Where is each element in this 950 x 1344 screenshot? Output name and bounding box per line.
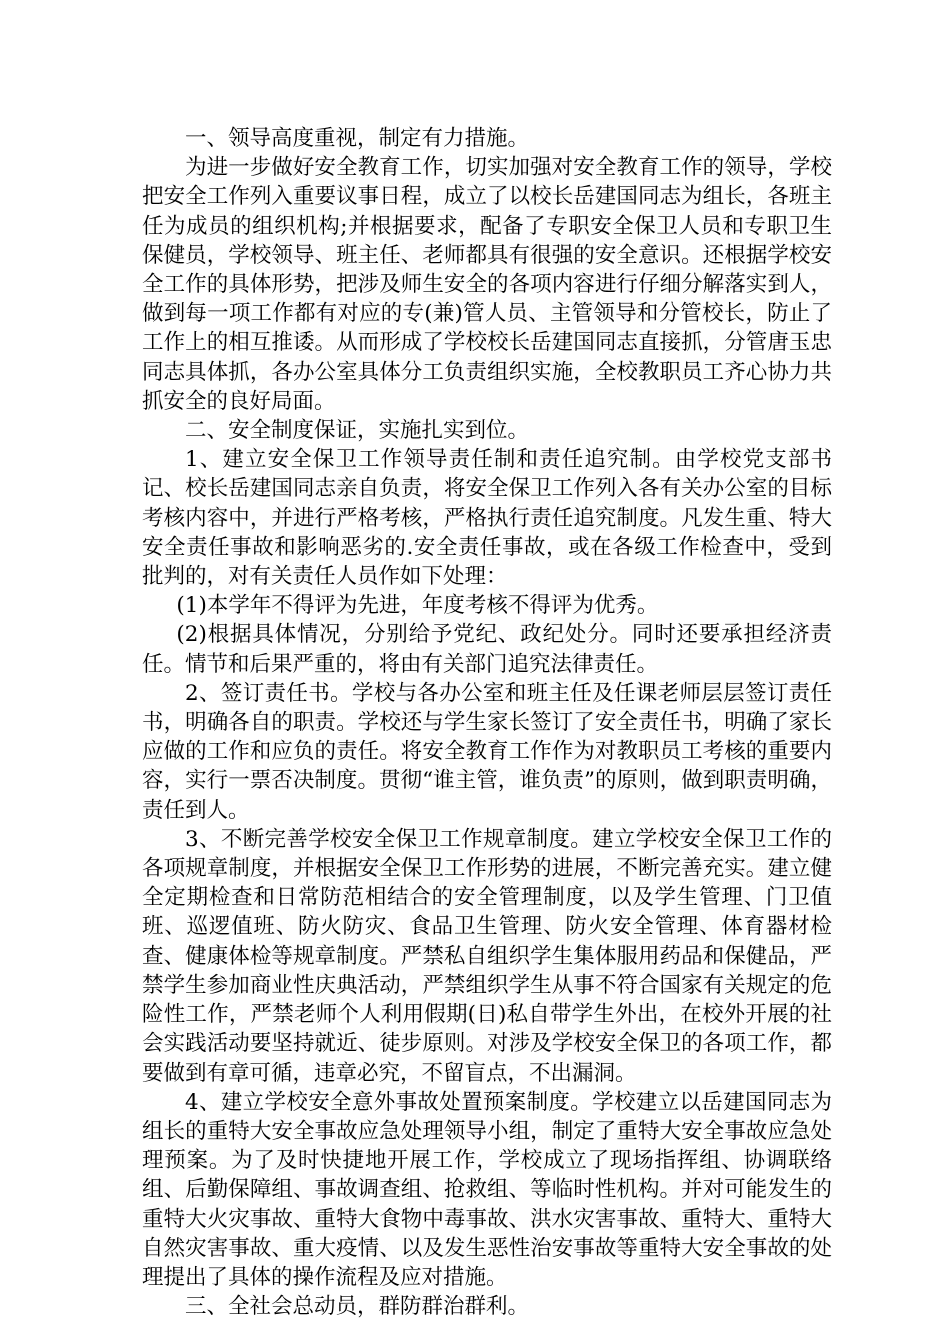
list-item-2: (2)根据具体情况，分别给予党纪、政纪处分。同时还要承担经济责任。情节和后果严重的，将由有关部门追究法律责任。 [142, 622, 832, 677]
paragraph-responsibility-letter: 2、签订责任书。学校与各办公室和班主任及任课老师层层签订责任书，明确各自的职责。学校还与学生家长签订了安全责任书，明确了家长应做的工作和应负的责任。将安全教育工作作为对教职员工考核的重要内容，实行一票否决制度。贯彻“谁主管，谁负责”的原则，做到职责明确，责任到人。 [142, 680, 832, 823]
list-item-1: (1)本学年不得评为先进，年度考核不得评为优秀。 [176, 593, 659, 619]
section-heading-1: 一、领导高度重视，制定有力措施。 [185, 126, 530, 151]
paragraph-rules-regulations: 3、不断完善学校安全保卫工作规章制度。建立学校安全保卫工作的各项规章制度，并根据安全保卫工作形势的进展，不断完善充实。建立健全定期检查和日常防范相结合的安全管理制度，以及学生管理、门卫值班、巡逻值班、防火防灾、食品卫生管理、防火安全管理、体育器材检查、健康体检等规章制度。严禁私自组织学生集体服用药品和保健品，严禁学生参加商业性庆典活动，严禁组织学生从事不符合国家有关规定的危险性工作，严禁老师个人利用假期(日)私自带学生外出，在校外开展的社会实践活动要坚持就近、徒步原则。对涉及学校安全保卫的各项工作，都要做到有章可循，违章必究，不留盲点，不出漏洞。 [142, 826, 832, 1086]
section-heading-2: 二、安全制度保证，实施扎实到位。 [185, 418, 530, 444]
paragraph-emergency-plan: 4、建立学校安全意外事故处置预案制度。学校建立以岳建国同志为组长的重特大安全事故应急处理领导小组，制定了重特大安全事故应急处理预案。为了及时快捷地开展工作，学校成立了现场指挥组、协调联络组、后勤保障组、事故调查组、抢救组、等临时性机构。并对可能发生的重特大火灾事故、重特大食物中毒事故、洪水灾害事故、重特大、重特大自然灾害事故、重大疫情、以及发生恶性治安事故等重特大安全事故的处理提出了具体的操作流程及应对措施。 [142, 1089, 832, 1290]
document-body [142, 124, 832, 1321]
section-heading-3: 三、全社会总动员，群防群治群利。 [185, 1294, 530, 1320]
paragraph-leadership: 为进一步做好安全教育工作，切实加强对安全教育工作的领导，学校把安全工作列入重要议事日程，成立了以校长岳建国同志为组长，各班主任为成员的组织机构;并根据要求，配备了专职安全保卫人员和专职卫生保健员，学校领导、班主任、老师都具有很强的安全意识。还根据学校安全工作的具体形势，把涉及师生安全的各项内容进行仔细分解落实到人，做到每一项工作都有对应的专(兼)管人员、主管领导和分管校长，防止了工作上的相互推诿。从而形成了学校校长岳建国同志直接抓，分管唐玉忠同志具体抓，各办公室具体分工负责组织实施，全校教职员工齐心协力共抓安全的良好局面。 [142, 155, 832, 414]
paragraph-responsibility-system: 1、建立安全保卫工作领导责任制和责任追究制。由学校党支部书记、校长岳建国同志亲自负责，将安全保卫工作列入各有关办公室的目标考核内容中，并进行严格考核，严格执行责任追究制度。凡发生重、特大安全责任事故和影响恶劣的.安全责任事故，或在各级工作检查中，受到批判的，对有关责任人员作如下处理： [142, 447, 832, 590]
